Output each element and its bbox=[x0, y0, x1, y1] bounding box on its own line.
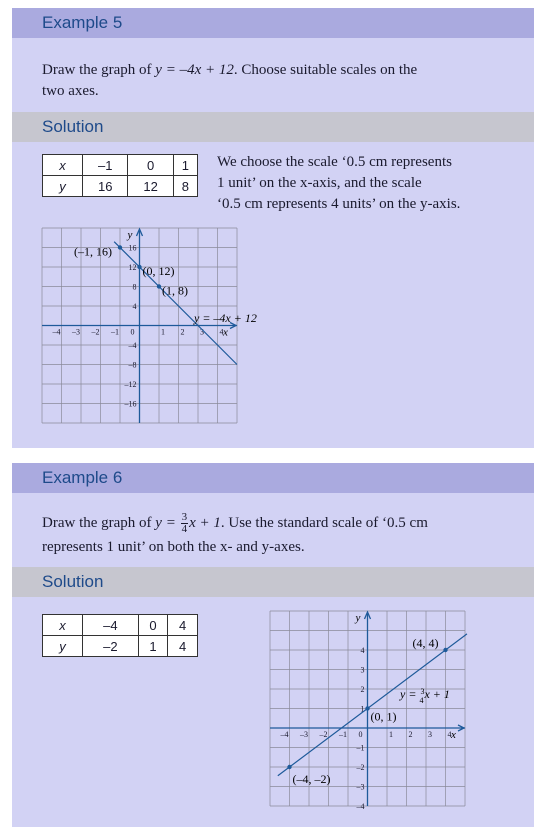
y-tick-label: –3 bbox=[356, 782, 365, 792]
point-label: (0, 1) bbox=[370, 709, 397, 724]
example-5-panel bbox=[12, 8, 534, 448]
x-tick-label: 3 bbox=[428, 730, 432, 739]
point-label: (4, 4) bbox=[412, 636, 439, 650]
example-5-value-table bbox=[42, 154, 198, 197]
point-label: (–4, –2) bbox=[292, 772, 331, 786]
y-tick-label: –4 bbox=[128, 341, 137, 350]
example-6-value-table bbox=[42, 614, 198, 657]
example-6-header bbox=[12, 463, 534, 493]
x-tick-label: –3 bbox=[300, 730, 308, 739]
point-label: (–1, 16) bbox=[74, 244, 112, 259]
x-tick-label: 4 bbox=[447, 730, 452, 739]
example-5-solution-label: Solution bbox=[42, 117, 104, 136]
x-tick-label: 3 bbox=[200, 327, 204, 337]
data-point bbox=[287, 765, 291, 769]
y-tick-label: –12 bbox=[124, 380, 137, 389]
example-5-scale-text: We choose the scale ‘0.5 cm represents 1 unit’ on the x-axis, and the scale ‘0.5 cm represents 4 units’ on the y-axis. bbox=[217, 154, 461, 212]
y-tick-label: 2 bbox=[360, 685, 365, 694]
data-point bbox=[365, 706, 369, 710]
y-tick-label: 4 bbox=[360, 646, 365, 655]
y-tick-label: –16 bbox=[124, 399, 137, 409]
example-5-problem: Draw the graph of y = –4x + 12. Choose suitable scales on the two axes. bbox=[42, 62, 418, 99]
fraction: $\frac{3}{4}$ bbox=[181, 511, 188, 536]
point-label: (0, 12) bbox=[142, 264, 175, 278]
example-5-solution-bar bbox=[12, 112, 534, 142]
example-6-graph bbox=[270, 611, 470, 811]
example-5-equation: y = –4x + 12 bbox=[155, 62, 234, 78]
x-axis-label: x bbox=[223, 326, 228, 339]
data-point bbox=[157, 284, 161, 288]
x-tick-label: –2 bbox=[319, 730, 328, 739]
x-tick-label: –1 bbox=[339, 730, 347, 739]
example-6-panel bbox=[12, 463, 534, 827]
y-tick-label: 12 bbox=[128, 263, 137, 272]
example-6-problem: Draw the graph of y = $\frac{3}{4}$ x + 1. Use the standard scale of ‘0.5 cm represents 1 unit’ on both the x- and y-axes. bbox=[42, 511, 428, 556]
example-6-solution-bar bbox=[12, 567, 534, 597]
example-5-title: Example 5 bbox=[42, 13, 123, 32]
y-tick-label: –2 bbox=[356, 763, 365, 772]
table-row: x –1 0 1 bbox=[43, 155, 198, 176]
y-tick-label: 8 bbox=[132, 282, 137, 292]
example-5-graph bbox=[42, 228, 257, 428]
point-label: (1, 8) bbox=[162, 283, 188, 298]
table-row: y 16 12 8 bbox=[43, 176, 198, 197]
x-tick-label: 0 bbox=[358, 730, 363, 739]
x-tick-label: –4 bbox=[280, 730, 289, 739]
x-tick-label: 2 bbox=[408, 730, 413, 739]
y-tick-label: 16 bbox=[128, 243, 137, 253]
table-row: y –2 1 4 bbox=[43, 636, 198, 657]
x-tick-label: –1 bbox=[111, 327, 119, 337]
example-6-title: Example 6 bbox=[42, 468, 123, 487]
x-tick-label: 0 bbox=[130, 327, 135, 337]
y-tick-label: –4 bbox=[356, 802, 365, 811]
x-tick-label: –2 bbox=[91, 327, 100, 337]
data-point bbox=[137, 265, 141, 269]
data-point bbox=[118, 245, 122, 249]
example-5-header bbox=[12, 8, 534, 38]
y-axis-label: y bbox=[127, 229, 133, 241]
data-point bbox=[443, 648, 447, 652]
x-tick-label: 4 bbox=[219, 327, 224, 337]
y-axis-label: y bbox=[355, 612, 361, 624]
y-tick-label: 1 bbox=[360, 704, 365, 714]
example-5-line-label: y = –4x + 12 bbox=[194, 311, 257, 325]
example-6-solution-label: Solution bbox=[42, 572, 104, 591]
x-axis-label: x bbox=[451, 729, 456, 741]
y-tick-label: 3 bbox=[360, 665, 365, 675]
y-tick-label: –1 bbox=[356, 743, 365, 753]
example-6-line-label: y = $^3$ 4x + 1 bbox=[400, 687, 450, 705]
y-tick-label: 4 bbox=[132, 302, 137, 311]
x-tick-label: 2 bbox=[180, 327, 185, 337]
x-tick-label: –4 bbox=[52, 327, 61, 337]
x-tick-label: –3 bbox=[72, 327, 80, 337]
x-tick-label: 1 bbox=[389, 730, 393, 739]
table-row: x –4 0 4 bbox=[43, 615, 198, 636]
x-tick-label: 1 bbox=[161, 327, 165, 337]
y-tick-label: –8 bbox=[128, 360, 137, 370]
